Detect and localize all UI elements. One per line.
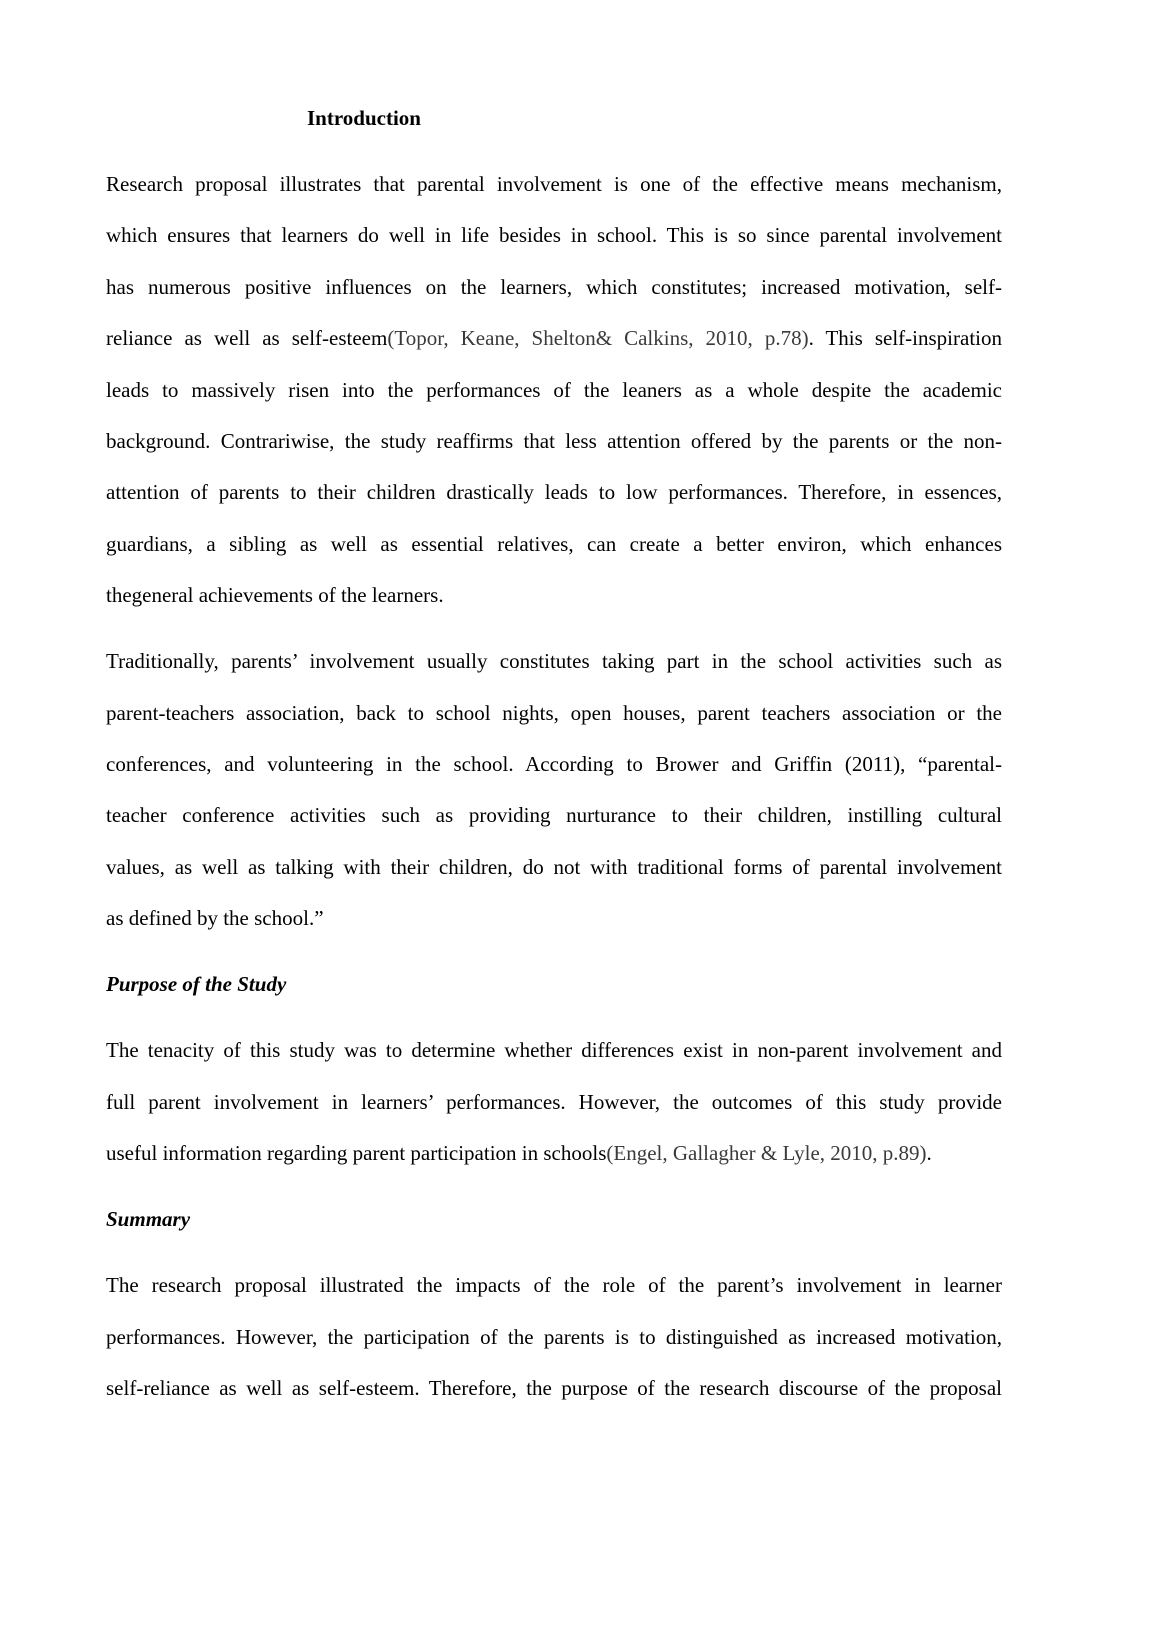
text-segment: has numerous positive influences on the learners, which constitutes; increased motivation, self- bbox=[106, 274, 1002, 299]
citation: (Engel, Gallagher & Lyle, 2010, p.89) bbox=[606, 1141, 927, 1166]
text-segment: values, as well as talking with their children, do not with traditional forms of parental involvement bbox=[106, 854, 1002, 879]
text-segment: as defined by the school.” bbox=[106, 906, 324, 931]
text-line bbox=[106, 1025, 1002, 1076]
text-line bbox=[106, 570, 1002, 621]
text-segment: Traditionally, parents’ involvement usually constitutes taking part in the school activities such as bbox=[106, 649, 1002, 674]
text-line bbox=[106, 688, 1002, 739]
text-line bbox=[106, 893, 1002, 944]
text-segment: conferences, and volunteering in the school. According to Brower and Griffin (2011), “parental- bbox=[106, 752, 1002, 777]
text-line bbox=[106, 159, 1002, 210]
text-line bbox=[106, 1363, 1002, 1414]
text-segment: Research proposal illustrates that parental involvement is one of the effective means mechanism, bbox=[106, 172, 1002, 196]
citation: (Topor, Keane, Shelton& Calkins, 2010, p.78) bbox=[387, 326, 809, 351]
text-segment: . This self-inspiration bbox=[808, 326, 1002, 351]
paragraph-purpose bbox=[106, 1025, 1002, 1179]
text-segment: The tenacity of this study was to determine whether differences exist in non-parent involvement and bbox=[106, 1038, 1002, 1063]
text-line bbox=[106, 467, 1002, 518]
text-segment: which ensures that learners do well in life besides in school. This is so since parental involvement bbox=[106, 223, 1002, 248]
text-segment: The research proposal illustrated the impacts of the role of the parent’s involvement in learner bbox=[106, 1273, 1002, 1298]
text-segment: parent-teachers association, back to school nights, open houses, parent teachers association or the bbox=[106, 700, 1002, 725]
text-line bbox=[106, 1077, 1002, 1128]
text-segment: reliance as well as self-esteem bbox=[106, 326, 388, 351]
text-line bbox=[106, 790, 1002, 841]
text-segment: thegeneral achievements of the learners. bbox=[106, 583, 444, 608]
text-segment: attention of parents to their children drastically leads to low performances. Therefore, in essences, bbox=[106, 480, 1002, 505]
text-line bbox=[106, 210, 1002, 261]
heading-summary: Summary bbox=[106, 1207, 191, 1232]
document-page bbox=[106, 93, 1002, 1429]
text-segment: useful information regarding parent participation in schools bbox=[106, 1141, 607, 1166]
text-segment: . bbox=[926, 1141, 932, 1166]
text-segment: self-reliance as well as self-esteem. Therefore, the purpose of the research discourse of the proposal bbox=[106, 1375, 1002, 1400]
text-line bbox=[106, 416, 1002, 467]
paragraph-summary bbox=[106, 1260, 1002, 1414]
text-line bbox=[106, 365, 1002, 416]
text-segment: performances. However, the participation of the parents is to distinguished as increased motivation, bbox=[106, 1324, 1002, 1349]
text-line bbox=[106, 842, 1002, 893]
text-line bbox=[106, 519, 1002, 570]
paragraph-intro-2 bbox=[106, 636, 1002, 944]
heading-purpose: Purpose of the Study bbox=[106, 972, 287, 997]
text-segment: background. Contrariwise, the study reaffirms that less attention offered by the parents or the non- bbox=[106, 429, 1002, 454]
text-segment: guardians, a sibling as well as essential relatives, can create a better environ, which enhances bbox=[106, 531, 1002, 556]
text-line bbox=[106, 1260, 1002, 1311]
paragraph-intro-1 bbox=[106, 159, 1002, 622]
text-line bbox=[106, 1312, 1002, 1363]
text-line bbox=[106, 739, 1002, 790]
heading-introduction: Introduction bbox=[307, 106, 421, 130]
text-line bbox=[106, 313, 1002, 364]
text-segment: leads to massively risen into the performances of the leaners as a whole despite the academic bbox=[106, 377, 1002, 402]
text-line bbox=[106, 1128, 1002, 1179]
text-segment: full parent involvement in learners’ performances. However, the outcomes of this study provide bbox=[106, 1089, 1002, 1114]
text-line bbox=[106, 262, 1002, 313]
text-line bbox=[106, 636, 1002, 687]
text-segment: teacher conference activities such as providing nurturance to their children, instilling cultural bbox=[106, 803, 1002, 828]
